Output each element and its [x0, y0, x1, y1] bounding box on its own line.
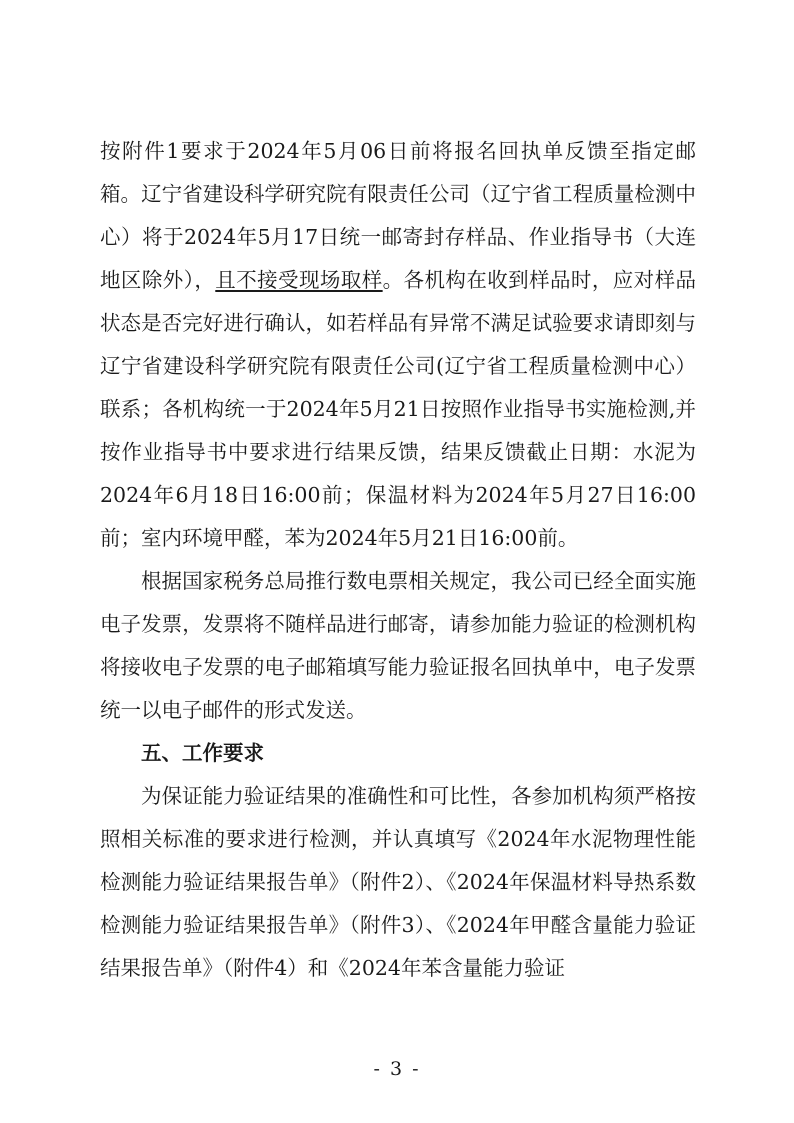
paragraph-1-segment-1: 按附件1要求于2024年5月06日前将报名回执单反馈至指定邮箱。辽宁省建设科学研究院有限责任公司（辽宁省工程质量检测中心）将于2024年5月17日统一邮寄封存样品、作业指导书（大连地区除外），	[100, 139, 696, 292]
document-body	[100, 130, 696, 990]
paragraph-3	[100, 775, 696, 990]
paragraph-1	[100, 130, 696, 560]
section-heading-work-requirements: 五、工作要求	[141, 741, 264, 765]
paragraph-2	[100, 560, 696, 732]
paragraph-1-segment-underlined: 且不接受现场取样	[215, 268, 383, 292]
paragraph-1-segment-3: 。各机构在收到样品时，应对样品状态是否完好进行确认，如若样品有异常不满足试验要求请即刻与辽宁省建设科学研究院有限责任公司(辽宁省工程质量检测中心）联系；各机构统一于2024年5月21日按照作业指导书实施检测,并按作业指导书中要求进行结果反馈，结果反馈截止日期：水泥为2024年6月18日16:00前；保温材料为2024年5月27日16:00前；室内环境甲醛，苯为2024年5月21日16:00前。	[100, 268, 697, 550]
paragraph-3-text: 为保证能力验证结果的准确性和可比性，各参加机构须严格按照相关标准的要求进行检测，并认真填写《2024年水泥物理性能检测能力验证结果报告单》（附件2）、《2024年保温材料导热系数检测能力验证结果报告单》（附件3）、《2024年甲醛含量能力验证结果报告单》（附件4）和《2024年苯含量能力验证	[100, 784, 696, 980]
page-number: - 3 -	[373, 1058, 421, 1080]
paragraph-2-text: 根据国家税务总局推行数电票相关规定，我公司已经全面实施电子发票，发票将不随样品进行邮寄，请参加能力验证的检测机构将接收电子发票的电子邮箱填写能力验证报名回执单中，电子发票统一以电子邮件的形式发送。	[100, 569, 696, 722]
